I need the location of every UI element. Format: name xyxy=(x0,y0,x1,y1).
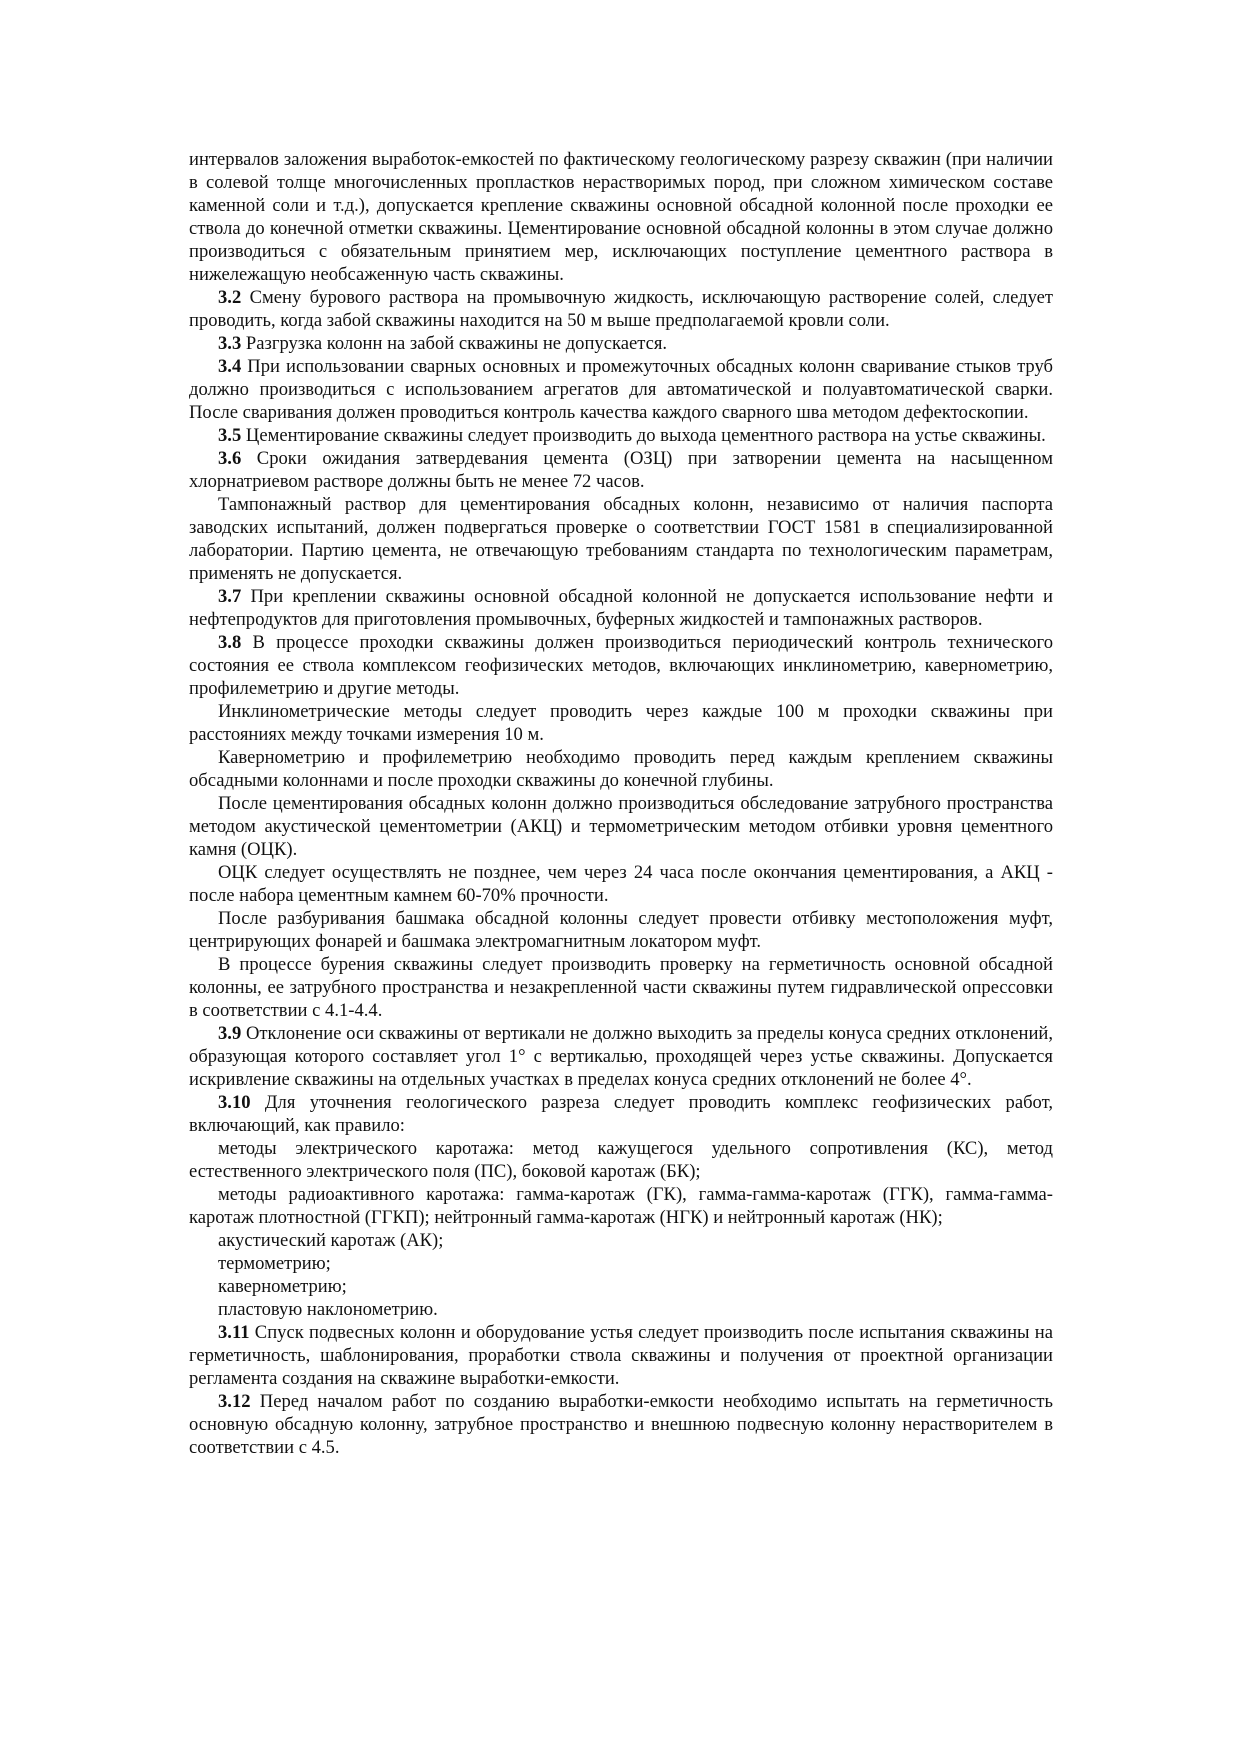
paragraph-cement-testing xyxy=(189,493,1053,585)
list-item xyxy=(189,1229,1053,1252)
paragraph-3-8 xyxy=(189,631,1053,700)
list-item xyxy=(189,1298,1053,1321)
paragraph-3-7 xyxy=(189,585,1053,631)
paragraph-text: ОЦК следует осуществлять не позднее, чем через 24 часа после окончания цементирования, а АКЦ - после набора цементным камнем 60-70% прочности. xyxy=(189,862,1053,906)
paragraph-continuation xyxy=(189,148,1053,286)
paragraph-3-9 xyxy=(189,1022,1053,1091)
paragraph-text: методы радиоактивного каротажа: гамма-каротаж (ГК), гамма-гамма-каротаж (ГГК), гамма-гамма-каротаж плотностной (ГГКП); нейтронный гамма-каротаж (НГК) и нейтронный каротаж (НК); xyxy=(189,1184,1053,1228)
list-item xyxy=(189,1137,1053,1183)
paragraph-cavernometry xyxy=(189,746,1053,792)
paragraph-3-4 xyxy=(189,355,1053,424)
paragraph-pressure-test xyxy=(189,953,1053,1022)
clause-number: 3.8 xyxy=(218,632,242,653)
paragraph-3-12 xyxy=(189,1390,1053,1459)
paragraph-inclinometry xyxy=(189,700,1053,746)
paragraph-text: При креплении скважины основной обсадной колонной не допускается использование нефти и нефтепродуктов для приготовления промывочных, буферных жидкостей и тампонажных растворов. xyxy=(189,586,1053,630)
clause-number: 3.7 xyxy=(218,586,242,607)
paragraph-text: В процессе бурения скважины следует производить проверку на герметичность основной обсадной колонны, ее затрубного пространства и незакрепленной части скважины путем гидравлической опрессовки в соответствии с 4.1-4.4. xyxy=(189,954,1053,1021)
document-page xyxy=(189,148,1053,1459)
paragraph-text: Сроки ожидания затвердевания цемента (ОЗЦ) при затворении цемента на насыщенном хлорнатриевом растворе должны быть не менее 72 часов. xyxy=(189,448,1053,492)
paragraph-3-3 xyxy=(189,332,1053,355)
paragraph-text: акустический каротаж (АК); xyxy=(218,1230,444,1251)
paragraph-text: Смену бурового раствора на промывочную жидкость, исключающую растворение солей, следует проводить, когда забой скважины находится на 50 м выше предполагаемой кровли соли. xyxy=(189,287,1053,331)
paragraph-text: Инклинометрические методы следует проводить через каждые 100 м проходки скважины при расстояниях между точками измерения 10 м. xyxy=(189,701,1053,745)
paragraph-text: Разгрузка колонн на забой скважины не допускается. xyxy=(241,333,668,354)
paragraph-akc xyxy=(189,792,1053,861)
paragraph-text: Спуск подвесных колонн и оборудование устья следует производить после испытания скважины на герметичность, шаблонирования, проработки ствола скважины и получения от проектной организации регламента создания на скважине выработки-емкости. xyxy=(189,1322,1053,1389)
paragraph-text: пластовую наклонометрию. xyxy=(218,1299,438,1320)
paragraph-ock xyxy=(189,861,1053,907)
paragraph-text: После цементирования обсадных колонн должно производиться обследование затрубного пространства методом акустической цементометрии (АКЦ) и термометрическим методом отбивки уровня цементного камня (ОЦК). xyxy=(189,793,1053,860)
paragraph-text: Перед началом работ по созданию выработки-емкости необходимо испытать на герметичность основную обсадную колонну, затрубное пространство и внешнюю подвесную колонну нерастворителем в соответствии с 4.5. xyxy=(189,1391,1053,1458)
clause-number: 3.10 xyxy=(218,1092,251,1113)
paragraph-text: Отклонение оси скважины от вертикали не должно выходить за пределы конуса средних отклонений, образующая которого составляет угол 1° с вертикалью, проходящей через устье скважины. Допускается искривление скважины на отдельных участках в пределах конуса средних отклонений не более 4°. xyxy=(189,1023,1053,1090)
paragraph-shoe-drilling xyxy=(189,907,1053,953)
clause-number: 3.11 xyxy=(218,1322,250,1343)
paragraph-3-6 xyxy=(189,447,1053,493)
paragraph-text: Тампонажный раствор для цементирования обсадных колонн, независимо от наличия паспорта заводских испытаний, должен подвергаться проверке о соответствии ГОСТ 1581 в специализированной лаборатории. Партию цемента, не отвечающую требованиям стандарта по технологическим параметрам, применять не допускается. xyxy=(189,494,1053,584)
paragraph-text: Цементирование скважины следует производить до выхода цементного раствора на устье скважины. xyxy=(241,425,1046,446)
paragraph-text: Кавернометрию и профилеметрию необходимо проводить перед каждым креплением скважины обсадными колоннами и после проходки скважины до конечной глубины. xyxy=(189,747,1053,791)
list-item xyxy=(189,1275,1053,1298)
paragraph-3-5 xyxy=(189,424,1053,447)
clause-number: 3.3 xyxy=(218,333,242,354)
paragraph-text: После разбуривания башмака обсадной колонны следует провести отбивку местоположения муфт, центрирующих фонарей и башмака электромагнитным локатором муфт. xyxy=(189,908,1053,952)
paragraph-text: кавернометрию; xyxy=(218,1276,347,1297)
paragraph-text: интервалов заложения выработок-емкостей по фактическому геологическому разрезу скважин (при наличии в солевой толще многочисленных пропластков нерастворимых пород, при сложном химическом составе каменной соли и т.д.), допускается крепление скважины основной обсадной колонной после проходки ее ствола до конечной отметки скважины. Цементирование основной обсадной колонны в этом случае должно производиться с обязательным принятием мер, исключающих поступление цементного раствора в нижележащую необсаженную часть скважины. xyxy=(189,149,1053,285)
clause-number: 3.6 xyxy=(218,448,242,469)
paragraph-text: При использовании сварных основных и промежуточных обсадных колонн сваривание стыков труб должно производиться с использованием агрегатов для автоматической и полуавтоматической сварки. После сваривания должен проводиться контроль качества каждого сварного шва методом дефектоскопии. xyxy=(189,356,1053,423)
paragraph-3-2 xyxy=(189,286,1053,332)
clause-number: 3.2 xyxy=(218,287,242,308)
clause-number: 3.12 xyxy=(218,1391,251,1412)
paragraph-text: Для уточнения геологического разреза следует проводить комплекс геофизических работ, включающий, как правило: xyxy=(189,1092,1053,1136)
clause-number: 3.4 xyxy=(218,356,242,377)
clause-number: 3.5 xyxy=(218,425,242,446)
paragraph-text: В процессе проходки скважины должен производиться периодический контроль технического состояния ее ствола комплексом геофизических методов, включающих инклинометрию, кавернометрию, профилеметрию и другие методы. xyxy=(189,632,1053,699)
paragraph-3-11 xyxy=(189,1321,1053,1390)
list-item xyxy=(189,1183,1053,1229)
clause-number: 3.9 xyxy=(218,1023,242,1044)
paragraph-3-10 xyxy=(189,1091,1053,1137)
paragraph-text: методы электрического каротажа: метод кажущегося удельного сопротивления (КС), метод естественного электрического поля (ПС), боковой каротаж (БК); xyxy=(189,1138,1053,1182)
list-item xyxy=(189,1252,1053,1275)
paragraph-text: термометрию; xyxy=(218,1253,331,1274)
